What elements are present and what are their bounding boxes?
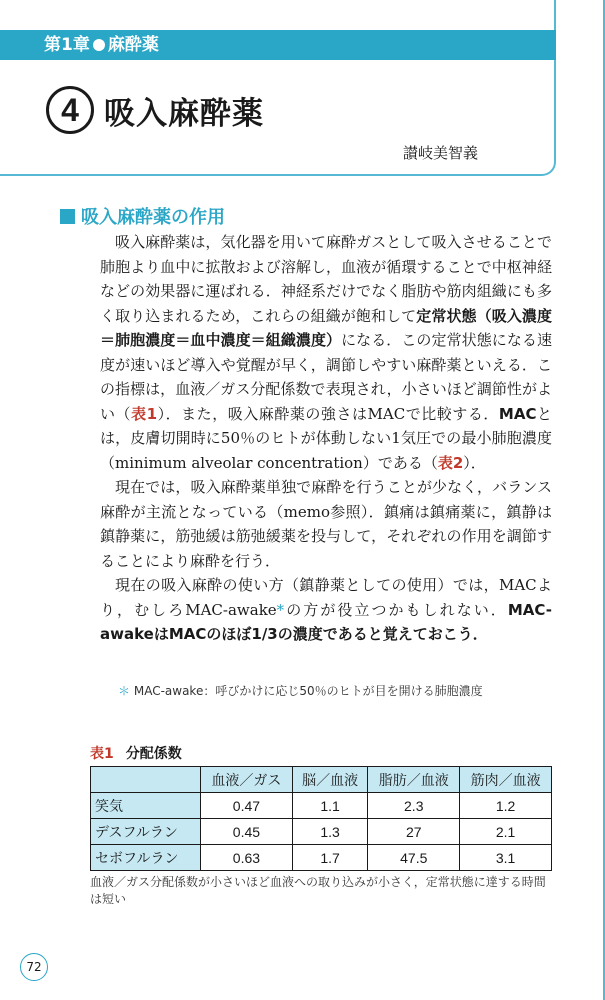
text-run: 吸入麻酔薬は，気化器を用いて麻酔ガスとして吸入させることで肺胞より血中に拡散および溶解し，血液が循環することで中枢神経などの効果器に運ばれる．神経系だけでなく脂肪や筋肉組織にも多く取り込まれるため，これらの組織が飽和して [100,233,552,325]
table-header-row [91,767,552,793]
table-cell: 0.63 [201,845,293,871]
table-cell: 0.47 [201,793,293,819]
footnote-star: ＊ [118,684,131,698]
text-run: になる．この定常状態になる速度が速いほど導入や覚醒が早く，調節しやすい麻酔薬といえる．この指標は，血液／ガス分配係数で表現され，小さいほど調節性がよい（ [100,331,552,423]
square-bullet-icon [60,209,75,224]
table-label: 表1 [90,746,114,762]
table-ref-link[interactable]: 表1 [131,404,158,423]
table-row [91,793,552,819]
chapter-bar [0,30,556,60]
table-header-cell: 筋肉／血液 [460,767,552,793]
row-label: セボフルラン [91,845,201,871]
paragraph-1 [100,230,552,475]
footnote [118,682,483,699]
title-number-badge: 4 [46,86,94,134]
table-cell: 1.3 [292,819,368,845]
section-heading [60,203,225,229]
table-header-cell: 脳／血液 [292,767,368,793]
author: 讃岐美智義 [402,144,478,162]
table-ref-link[interactable]: 表2 [437,453,464,472]
table-header-cell: 脂肪／血液 [368,767,460,793]
chapter-title: 麻酔薬 [107,35,159,55]
table-cell: 2.1 [460,819,552,845]
table-cell: 1.1 [292,793,368,819]
table-cell: 27 [368,819,460,845]
row-label: デスフルラン [91,819,201,845]
chapter-number: 第1章 [44,35,90,55]
text-run: ）． [463,453,486,472]
table-note: 血液／ガス分配係数が小さいほど血液への取り込みが小さく，定常状態に達する時間は短い [90,875,546,906]
table-title: 分配係数 [125,746,182,762]
table-cell: 47.5 [368,845,460,871]
text-run: ）．また，吸入麻酔薬の強さはMACで比較する． [157,404,499,423]
partition-coefficient-table [90,766,552,871]
section-heading-text: 吸入麻酔薬の作用 [81,207,225,228]
body-text [100,230,552,647]
table-cell: 3.1 [460,845,552,871]
table-row [91,819,552,845]
bold-text: 定常状態（吸入濃度＝肺胞濃度＝血中濃度＝組織濃度） [100,306,552,349]
table-cell: 0.45 [201,819,293,845]
table-header-cell: 血液／ガス [201,767,293,793]
table-caption [90,743,182,763]
table-cell: 1.2 [460,793,552,819]
bold-text: MAC-awakeはMACのほぼ1/3の濃度であると覚えておこう． [100,600,552,643]
text-run: 現在の吸入麻酔の使い方（鎮静薬としての使用）では，MACより，むしろMAC-awake [100,576,552,619]
table-cell: 2.3 [368,793,460,819]
header-panel [0,0,556,176]
table-row [91,845,552,871]
bold-text: MAC [498,404,537,423]
footnote-mark: * [276,600,285,619]
footnote-text: MAC-awake：呼びかけに応じ50％のヒトが目を開ける肺胞濃度 [133,684,483,698]
row-label: 笑気 [91,793,201,819]
page-number: 72 [20,953,48,981]
text-run: とは，皮膚切開時に50％のヒトが体動しない1気圧での最小肺胞濃度（minimum alveolar concentration）である（ [100,404,552,472]
page-title [46,84,264,136]
text-run: の方が役立つかもしれない． [284,600,508,619]
paragraph-3 [100,573,552,647]
paragraph-2: 現在では，吸入麻酔薬単独で麻酔を行うことが少なく，バランス麻酔が主流となっている（memo参照）．鎮痛は鎮痛薬に，鎮静は鎮静薬に，筋弛緩は筋弛緩薬を投与して，それぞれの作用を調節することにより麻酔を行う． [100,478,552,570]
title-text: 吸入麻酔薬 [104,95,264,132]
table-cell: 1.7 [292,845,368,871]
bullet-icon [93,39,105,51]
table-header-cell [91,767,201,793]
